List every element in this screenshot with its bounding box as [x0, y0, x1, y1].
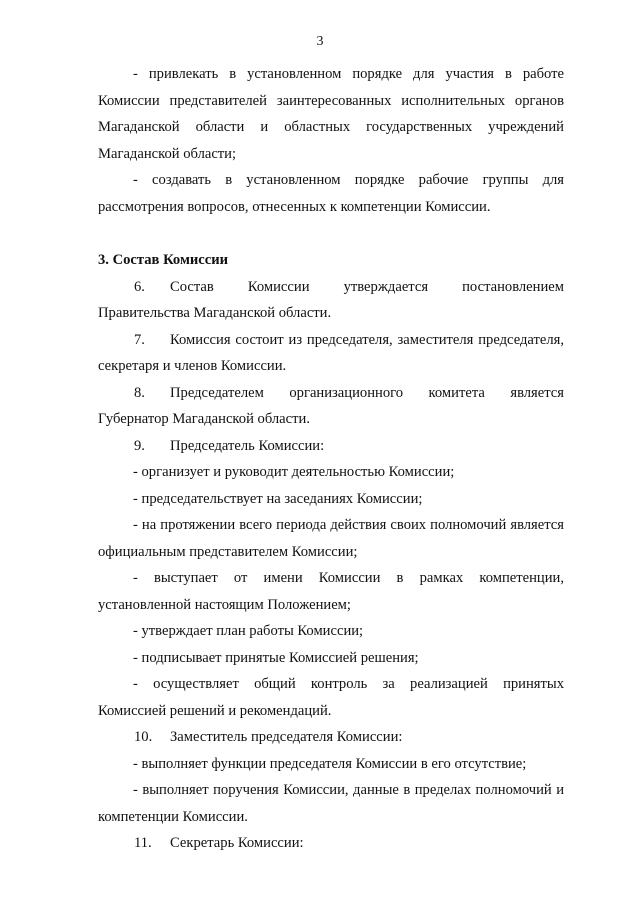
item-11 [98, 830, 564, 857]
section-title: 3. Состав Комиссии [98, 252, 229, 268]
item-8 [98, 380, 564, 433]
item-text: Заместитель председателя Комиссии: [170, 729, 403, 745]
bullet-create-working-groups: - создавать в установленном порядке рабочие группы для рассмотрения вопросов, отнесенных к компетенции Комиссии. [98, 172, 564, 215]
deputy-duty: - выполняет поручения Комиссии, данные в пределах полномочий и компетенции Комиссии. [98, 782, 564, 825]
item-number: 8. [134, 384, 145, 401]
chairman-duty: - организует и руководит деятельностью Комиссии; [133, 464, 455, 480]
page-number: 3 [316, 34, 324, 49]
item-number: 6. [134, 278, 145, 295]
item-number: 10. [134, 729, 153, 745]
item-text: Секретарь Комиссии: [170, 835, 304, 851]
item-6 [98, 274, 564, 327]
chairman-duty: - на протяжении всего периода действия своих полномочий является официальным представителем Комиссии; [98, 517, 564, 560]
item-number: 7. [134, 331, 145, 348]
item-number: 9. [134, 437, 145, 454]
item-9 [98, 433, 564, 460]
item-text: Комиссия состоит из председателя, заместителя председателя, секретаря и членов Комиссии. [98, 331, 564, 374]
deputy-duty: - выполняет функции председателя Комиссии в его отсутствие; [133, 755, 527, 772]
item-7 [98, 327, 564, 380]
bullet-engage-representatives: - привлекать в установленном порядке для участия в работе Комиссии представителей заинтересованных исполнительных органов Магаданской области и областных государственных учреждений Магаданской области; [98, 66, 564, 162]
chairman-duty: - председательствует на заседаниях Комиссии; [133, 490, 423, 507]
item-text: Состав Комиссии утверждается постановлением Правительства Магаданской области. [98, 278, 564, 321]
item-number: 11. [134, 835, 152, 851]
chairman-duty: - подписывает принятые Комиссией решения; [133, 649, 419, 666]
document-body [98, 61, 564, 857]
chairman-duty: - осуществляет общий контроль за реализацией принятых Комиссией решений и рекомендаций. [98, 676, 564, 719]
item-text: Председатель Комиссии: [170, 437, 325, 454]
chairman-duty: - выступает от имени Комиссии в рамках компетенции, установленной настоящим Положением; [98, 570, 564, 613]
chairman-duty: - утверждает план работы Комиссии; [133, 623, 364, 639]
item-text: Председателем организационного комитета является Губернатор Магаданской области. [98, 384, 564, 427]
item-10 [98, 724, 564, 751]
